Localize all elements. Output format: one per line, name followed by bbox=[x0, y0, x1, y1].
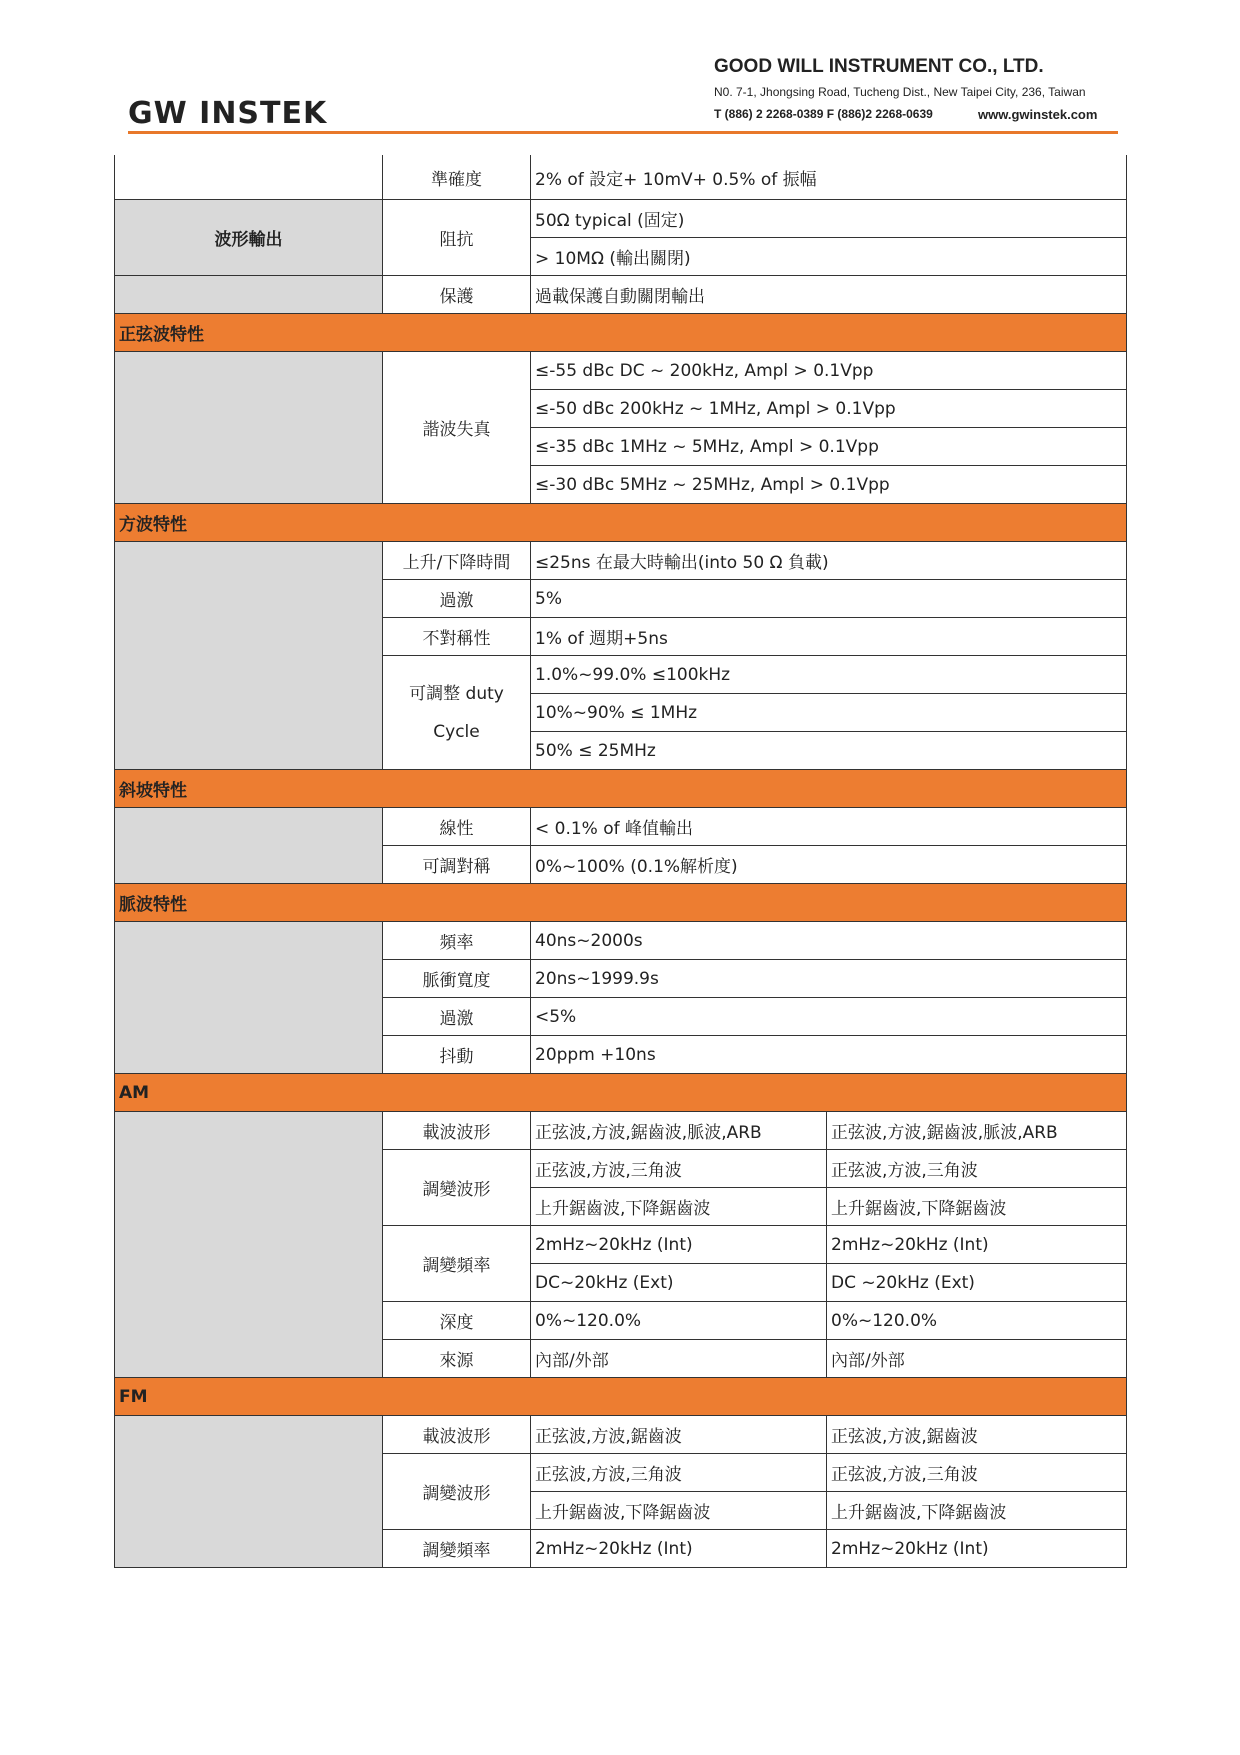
section-header bbox=[115, 504, 1127, 542]
param-value: 20ppm +10ns bbox=[531, 1036, 1127, 1074]
param-value-a: 正弦波,方波,鋸齒波,脈波,ARB bbox=[531, 1112, 827, 1150]
param-value: ≤-50 dBc 200kHz ~ 1MHz, Ampl > 0.1Vpp bbox=[531, 390, 1127, 428]
param-label: 阻抗 bbox=[383, 200, 531, 276]
param-value-b: 上升鋸齒波,下降鋸齒波 bbox=[827, 1492, 1127, 1530]
param-label: 可調對稱 bbox=[383, 846, 531, 884]
param-value: > 10MΩ (輸出關閉) bbox=[531, 238, 1127, 276]
section-title: 方波特性 bbox=[115, 504, 1127, 542]
company-website: www.gwinstek.com bbox=[978, 107, 1098, 122]
param-label: 不對稱性 bbox=[383, 618, 531, 656]
param-label: 頻率 bbox=[383, 922, 531, 960]
param-value: 10%~90% ≤ 1MHz bbox=[531, 694, 1127, 732]
category-cell-blank bbox=[115, 352, 383, 504]
param-label: 調變波形 bbox=[383, 1454, 531, 1530]
section-header bbox=[115, 884, 1127, 922]
section-header bbox=[115, 770, 1127, 808]
param-label: 脈衝寬度 bbox=[383, 960, 531, 998]
param-value: 過載保護自動關閉輸出 bbox=[531, 276, 1127, 314]
section-header bbox=[115, 1378, 1127, 1416]
company-address: N0. 7-1, Jhongsing Road, Tucheng Dist., New Taipei City, 236, Taiwan bbox=[714, 85, 1086, 99]
table-row bbox=[115, 922, 1127, 960]
param-label: 保護 bbox=[383, 276, 531, 314]
param-value: <5% bbox=[531, 998, 1127, 1036]
param-label: 來源 bbox=[383, 1340, 531, 1378]
category-cell-blank bbox=[115, 1416, 383, 1568]
param-value-b: 0%~120.0% bbox=[827, 1302, 1127, 1340]
spec-table bbox=[114, 155, 1127, 1568]
param-label-duty bbox=[383, 656, 531, 770]
param-label: 載波波形 bbox=[383, 1416, 531, 1454]
param-value: ≤-30 dBc 5MHz ~ 25MHz, Ampl > 0.1Vpp bbox=[531, 466, 1127, 504]
company-logo: GW INSTEK bbox=[128, 96, 328, 131]
section-header bbox=[115, 1074, 1127, 1112]
table-row bbox=[115, 155, 1127, 200]
company-name: GOOD WILL INSTRUMENT CO., LTD. bbox=[714, 56, 1044, 77]
param-label: 深度 bbox=[383, 1302, 531, 1340]
param-value-b: DC ~20kHz (Ext) bbox=[827, 1264, 1127, 1302]
table-row bbox=[115, 808, 1127, 846]
param-value-a: 上升鋸齒波,下降鋸齒波 bbox=[531, 1492, 827, 1530]
category-cell-blank bbox=[115, 542, 383, 770]
param-label: 上升/下降時間 bbox=[383, 542, 531, 580]
param-value: ≤-35 dBc 1MHz ~ 5MHz, Ampl > 0.1Vpp bbox=[531, 428, 1127, 466]
param-label: 調變波形 bbox=[383, 1150, 531, 1226]
table-row bbox=[115, 352, 1127, 390]
param-value: 1.0%~99.0% ≤100kHz bbox=[531, 656, 1127, 694]
section-header bbox=[115, 314, 1127, 352]
param-value-b: 上升鋸齒波,下降鋸齒波 bbox=[827, 1188, 1127, 1226]
table-row bbox=[115, 200, 1127, 238]
param-value: 5% bbox=[531, 580, 1127, 618]
param-value: 50Ω typical (固定) bbox=[531, 200, 1127, 238]
param-value-b: 內部/外部 bbox=[827, 1340, 1127, 1378]
param-value-a: 2mHz~20kHz (Int) bbox=[531, 1530, 827, 1568]
duty-label-line2: Cycle bbox=[433, 721, 480, 742]
param-value-b: 正弦波,方波,鋸齒波,脈波,ARB bbox=[827, 1112, 1127, 1150]
param-label: 抖動 bbox=[383, 1036, 531, 1074]
param-value: ≤-55 dBc DC ~ 200kHz, Ampl > 0.1Vpp bbox=[531, 352, 1127, 390]
param-value: 2% of 設定+ 10mV+ 0.5% of 振幅 bbox=[531, 155, 1127, 200]
param-value-a: 正弦波,方波,鋸齒波 bbox=[531, 1416, 827, 1454]
param-value-a: 2mHz~20kHz (Int) bbox=[531, 1226, 827, 1264]
category-cell-blank bbox=[115, 922, 383, 1074]
param-label: 過激 bbox=[383, 998, 531, 1036]
param-value-a: 正弦波,方波,三角波 bbox=[531, 1454, 827, 1492]
duty-label-line1: 可調整 duty bbox=[409, 683, 504, 704]
param-label: 準確度 bbox=[383, 155, 531, 200]
param-value-b: 正弦波,方波,三角波 bbox=[827, 1454, 1127, 1492]
param-value-a: 上升鋸齒波,下降鋸齒波 bbox=[531, 1188, 827, 1226]
company-phone-fax: T (886) 2 2268-0389 F (886)2 2268-0639 bbox=[714, 107, 933, 121]
param-label: 調變頻率 bbox=[383, 1226, 531, 1302]
category-cell-blank bbox=[115, 808, 383, 884]
param-label: 線性 bbox=[383, 808, 531, 846]
param-label: 過激 bbox=[383, 580, 531, 618]
table-row bbox=[115, 276, 1127, 314]
param-value-a: DC~20kHz (Ext) bbox=[531, 1264, 827, 1302]
section-title: AM bbox=[115, 1074, 1127, 1112]
section-title: FM bbox=[115, 1378, 1127, 1416]
param-value: 50% ≤ 25MHz bbox=[531, 732, 1127, 770]
section-title: 斜坡特性 bbox=[115, 770, 1127, 808]
param-label: 諧波失真 bbox=[383, 352, 531, 504]
param-value: ≤25ns 在最大時輸出(into 50 Ω 負載) bbox=[531, 542, 1127, 580]
param-label: 載波波形 bbox=[383, 1112, 531, 1150]
param-value: 40ns~2000s bbox=[531, 922, 1127, 960]
category-label: 波形輸出 bbox=[115, 200, 383, 276]
category-cell-blank bbox=[115, 276, 383, 314]
table-row bbox=[115, 1416, 1127, 1454]
param-value: < 0.1% of 峰值輸出 bbox=[531, 808, 1127, 846]
param-value: 0%~100% (0.1%解析度) bbox=[531, 846, 1127, 884]
section-title: 脈波特性 bbox=[115, 884, 1127, 922]
section-title: 正弦波特性 bbox=[115, 314, 1127, 352]
table-row bbox=[115, 542, 1127, 580]
param-value-b: 正弦波,方波,鋸齒波 bbox=[827, 1416, 1127, 1454]
param-value-a: 0%~120.0% bbox=[531, 1302, 827, 1340]
category-cell-blank bbox=[115, 1112, 383, 1378]
table-row bbox=[115, 1112, 1127, 1150]
header-divider bbox=[128, 131, 1118, 134]
param-value-a: 內部/外部 bbox=[531, 1340, 827, 1378]
param-label: 調變頻率 bbox=[383, 1530, 531, 1568]
category-cell-blank bbox=[115, 155, 383, 200]
param-value-b: 2mHz~20kHz (Int) bbox=[827, 1226, 1127, 1264]
param-value-b: 正弦波,方波,三角波 bbox=[827, 1150, 1127, 1188]
param-value: 1% of 週期+5ns bbox=[531, 618, 1127, 656]
param-value-a: 正弦波,方波,三角波 bbox=[531, 1150, 827, 1188]
param-value-b: 2mHz~20kHz (Int) bbox=[827, 1530, 1127, 1568]
param-value: 20ns~1999.9s bbox=[531, 960, 1127, 998]
